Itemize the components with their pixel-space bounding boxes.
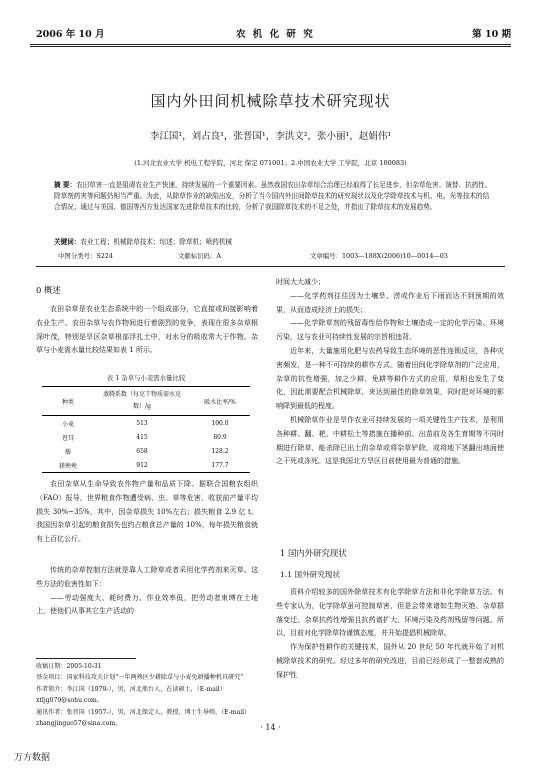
intro-paragraph-3 bbox=[36, 564, 258, 619]
cell-water: 912 bbox=[136, 461, 148, 469]
footnotes bbox=[36, 661, 258, 729]
cell-water: 658 bbox=[136, 447, 148, 455]
para-recent-years: 近年来，大量施用化肥与农药导致生态环境的恶性连锁反应，各种灾害频发，是一种不可持续的耕作方式。随着田间化学除草剂的广泛应用，杂草的抗性增强，加之少耕、免耕等耕作方式的应用，草相也发生了变化，因此需要配合机械除草，来达到最佳的除草效果，同时把对环境的影响降到最低的程度。 bbox=[276, 346, 504, 411]
intro-paragraph-1 bbox=[36, 303, 258, 358]
para-conservation-tillage: 作为保护性耕作的关键技术，国外从 20 世纪 50 年代就开始了对机械除草技术的研究。经过多年的研究改进，目前已经形成了一整套成熟的保护性 bbox=[276, 643, 504, 679]
cell-kind: 猪殃殃 bbox=[58, 462, 77, 470]
clc-number: 中图分类号：S224 bbox=[58, 252, 113, 260]
foreign-research-text bbox=[276, 586, 504, 683]
abstract-text: 农田草害一直是阻碍农业生产快速，持续发展的一个重要因素。虽然我国农田杂草综合治理已经取得了长足进步，但杂草危害、演替、抗药性、除草剂药害等问题仍相当严重。为此，从除草作业的缺陷出发，分析了当今国内外田间除草技术的研究现状以及化学除草技术与机、电、光等技术的结合情况；通过与美国、德国等西方发达国家先进除草技术的比较，分析了我国除草技术的不足之处，并指出了除草技术的发展趋势。 bbox=[54, 181, 492, 212]
watermark: 万方数据 bbox=[14, 753, 51, 763]
document-code: 文献标识码：A bbox=[178, 252, 221, 260]
table-caption: 表 1 杂草与小麦需水量比较 bbox=[106, 374, 186, 382]
table-row bbox=[42, 444, 250, 458]
footnote-funding: 基金项目：国家科技攻关计划“一年两熟区少耕除草与小麦免耕播种机具研究” bbox=[36, 674, 244, 682]
footnote-received: 收稿日期：2005-10-31 bbox=[36, 663, 102, 670]
article-number: 文章编号：1003—188X(2006)10—0014—03 bbox=[310, 252, 448, 260]
keywords-text: 农业工程；机械除草技术；综述；除草机；喷药机械 bbox=[80, 238, 233, 246]
col-kind: 种类 bbox=[61, 398, 74, 406]
header-rule bbox=[30, 44, 511, 45]
abstract-rule bbox=[36, 266, 505, 267]
author-list: 李江国¹，刘占良¹，张晋国¹，李洪文²，张小丽¹，赵娟伟¹ bbox=[149, 131, 392, 142]
abstract-label: 摘 要： bbox=[54, 181, 77, 189]
header-rule-thin bbox=[30, 46, 511, 47]
running-header bbox=[36, 26, 511, 40]
water-comparison-table bbox=[42, 386, 250, 473]
intro-text-4: ——劳动强度大、耗时费力、作业效率低，把劳动者束缚在土地上，使他们从事其它生产活动的 bbox=[36, 593, 258, 616]
col-water: 蒸腾系数（每克干物质需水克数）/g bbox=[102, 391, 181, 410]
header-issue: 第 10 期 bbox=[472, 29, 511, 40]
right-column-text bbox=[276, 276, 504, 469]
header-date: 2006 年 10 月 bbox=[36, 29, 105, 40]
para-continued: 时间大大减少； bbox=[276, 278, 325, 286]
table-row bbox=[42, 458, 250, 473]
col-ratio: 吸水比率/% bbox=[204, 398, 236, 406]
intro-paragraph-2 bbox=[36, 478, 258, 547]
cell-ratio: 177.7 bbox=[211, 461, 229, 469]
footnote-corresponding: 通讯作者：张晋国（1957-），男，河北保定人，教授，博士生导师，（E-mail）zhangjinguo57@sina.com。 bbox=[36, 708, 251, 728]
article-title: 国内外田间机械除草技术研究现状 bbox=[150, 92, 391, 110]
affiliation: (1.河北农业大学 机电工程学院，河北 保定 071001；2.中国农业大学 工学院，北京 100083) bbox=[134, 159, 407, 167]
section-1-heading: 1 国内外研究现状 bbox=[280, 548, 347, 558]
keywords bbox=[54, 236, 492, 246]
cell-water: 513 bbox=[136, 419, 148, 427]
cell-water: 415 bbox=[136, 433, 148, 441]
intro-text-2: 农田杂草从生命导致农作物产量和品质下降。据联合国粮农组织（FAO）报导，世界粮食作物遭受病、虫、草等危害，收获前产量平均损失 30%~35%，其中，因杂草损失 10%左右；损失粮食 2.9 亿 t。我国因杂草引起的粮食损失也约占粮食总产量的 10%，每年损失粮食就有上百亿公斤。 bbox=[36, 480, 258, 544]
keywords-label: 关键词： bbox=[54, 238, 81, 246]
para-foreign-methods: 资料介绍较多的国外除草技术有化学除草方法和非化学除草方法。有些专家认为，化学除草虽可控制草害，但是会带来诸如生物灭绝、杂草群落变迁、杂草抗药性增强且抗药谱扩大、环境污染及药剂残留等问题。所以，目前对化学除草持谨慎态度，并开始提倡机械除草。 bbox=[276, 588, 504, 638]
table-row bbox=[42, 416, 250, 431]
para-mechanical-weeding: 机械除草作业是旱作农业可持续发展的一项关键性生产技术，是利用各种耕、翻、耙、中耕松土等措施在播种前、出苗前及各生育期等不同时期进行除草，能杀除已出土的杂草或将杂草铲除，或将地下茎翻出地面使之干死或冻死。这是我国北方旱区目前使用最为普通的措施。 bbox=[276, 415, 504, 466]
para-drawback-2: ——化学药剂往往因为土壤旱、涝或作业后下雨而达不到预期的效果，从而造成经济上的损失； bbox=[276, 291, 504, 314]
intro-text-1: 农田杂草是农业生态系统中的一个组成部分，它直接或间接影响着农业生产。农田杂草与农作物间进行着剧烈的竞争，表现在很多杂草根深叶茂，特别是旱区杂草根部浮扎土中，对水分的吸收常大于作物。杂草与小麦需水量比较结果如表 1 所示。 bbox=[36, 305, 258, 355]
intro-text-3: 传统的杂草控制方法就是靠人工除草或者采用化学药剂来灭草。这些方法的危害性如下： bbox=[36, 566, 258, 588]
page-number: · 14 · bbox=[260, 723, 281, 732]
classification-line bbox=[58, 251, 498, 261]
cell-kind: 苍耳 bbox=[61, 434, 74, 442]
section-1-1-heading: 1.1 国外研究现状 bbox=[280, 570, 341, 579]
cell-ratio: 80.9 bbox=[213, 433, 227, 441]
table-header-row bbox=[42, 387, 250, 416]
table-row bbox=[42, 430, 250, 444]
header-journal: 农 机 化 研 究 bbox=[236, 29, 315, 40]
abstract bbox=[54, 180, 492, 214]
cell-ratio: 100.0 bbox=[211, 419, 229, 427]
footnote-rule bbox=[36, 658, 136, 659]
footnote-author: 作者简介：李江国（1979-），男，河北邢台人，在读硕士，（E-mail）xtljg079@sohu.com。 bbox=[36, 685, 226, 705]
cell-kind: 藜 bbox=[64, 448, 71, 456]
cell-ratio: 128.2 bbox=[211, 447, 229, 455]
section-0-heading: 0 概述 bbox=[36, 285, 61, 295]
para-drawback-3: ——化学除草剂的残留毒性给作物和土壤造成一定的化学污染、环境污染，这与农业可持续性发展的宗旨相违背。 bbox=[276, 319, 504, 342]
cell-kind: 小麦 bbox=[61, 420, 74, 428]
